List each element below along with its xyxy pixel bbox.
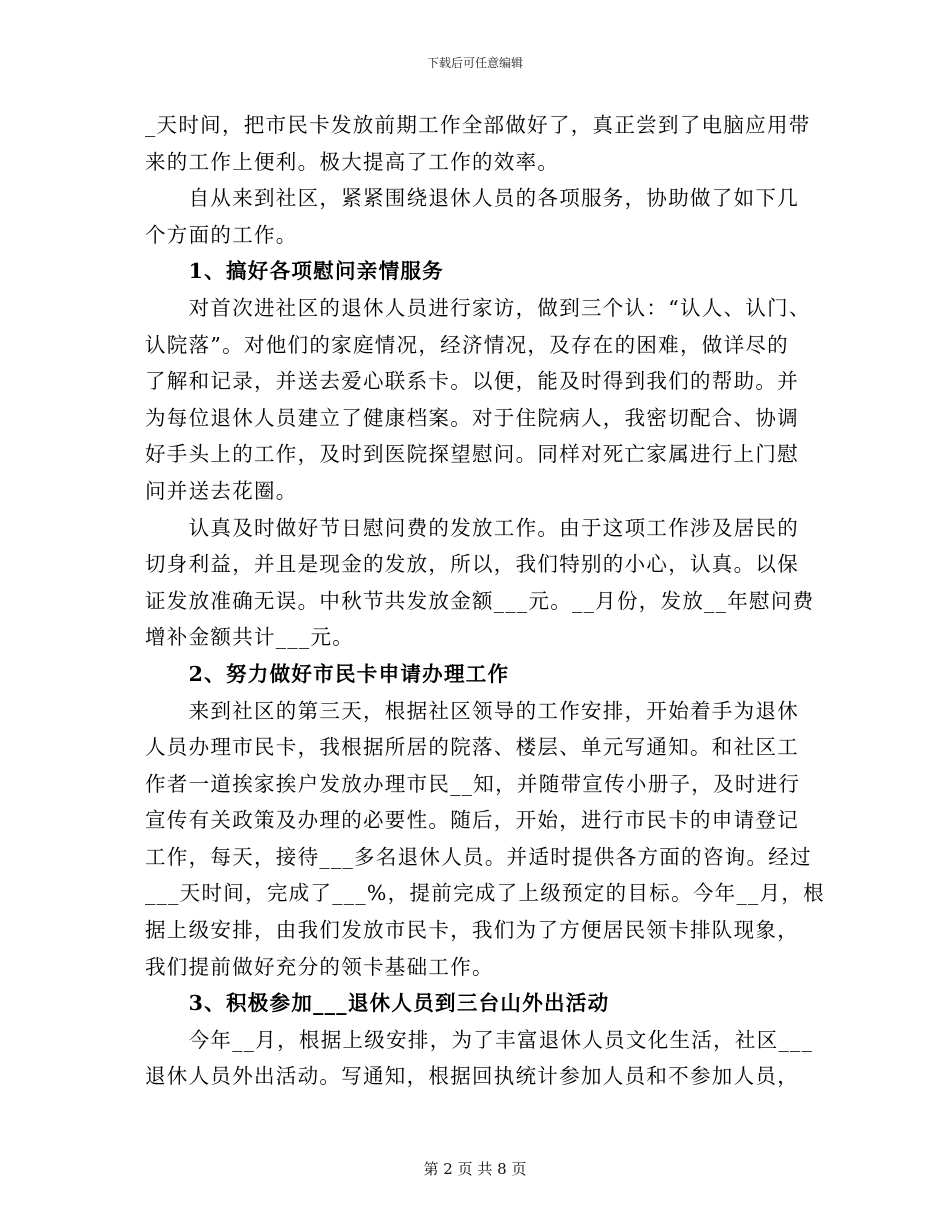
text-line: 问并送去花圈。 <box>145 478 298 503</box>
section-heading-3: 3、积极参加___退休人员到三台山外出活动 <box>145 991 610 1016</box>
text-line: 证发放准确无误。中秋节共发放金额___元。__月份，发放__年慰问费 <box>145 588 815 613</box>
page-header: 下载后可任意编辑 <box>426 56 523 70</box>
text-line: 据上级安排，由我们发放市民卡，我们为了方便居民领卡排队现象， <box>145 918 799 943</box>
section-heading-2: 2、努力做好市民卡申请办理工作 <box>145 661 510 686</box>
text-line: 了解和记录，并送去爱心联系卡。以便，能及时得到我们的帮助。并 <box>145 369 799 394</box>
section-heading-1: 1、搞好各项慰问亲情服务 <box>145 259 444 284</box>
document-body <box>145 107 825 1095</box>
paragraph-line: 认真及时做好节日慰问费的发放工作。由于这项工作涉及居民的 <box>145 515 799 540</box>
paragraph-line: 来到社区的第三天，根据社区领导的工作安排，开始着手为退休 <box>145 698 799 723</box>
text-line: 来的工作上便利。极大提高了工作的效率。 <box>145 149 560 174</box>
text-line: 为每位退休人员建立了健康档案。对于住院病人，我密切配合、协调 <box>145 405 799 430</box>
text-line: 个方面的工作。 <box>145 222 298 247</box>
text-line: 作者一道挨家挨户发放办理市民__知，并随带宣传小册子，及时进行 <box>145 771 801 796</box>
text-line: _天时间，把市民卡发放前期工作全部做好了，真正尝到了电脑应用带 <box>145 113 811 137</box>
paragraph-line: 对首次进社区的退休人员进行家访，做到三个认：“认人、认门、 <box>145 295 811 320</box>
text-line: 好手头上的工作，及时到医院探望慰问。同样对死亡家属进行上门慰 <box>145 442 799 467</box>
text-line: 切身利益，并且是现金的发放，所以，我们特别的小心，认真。以保 <box>145 552 799 577</box>
text-line: 增补金额共计___元。 <box>145 625 355 650</box>
text-line: 宣传有关政策及办理的必要性。随后，开始，进行市民卡的申请登记 <box>145 808 799 833</box>
page-footer: 第 2 页 共 8 页 <box>423 1160 527 1178</box>
paragraph-line: 自从来到社区，紧紧围绕退休人员的各项服务，协助做了如下几 <box>145 186 799 211</box>
text-line: 我们提前做好充分的领卡基础工作。 <box>145 954 494 979</box>
text-line: ___天时间，完成了___%，提前完成了上级预定的目标。今年__月，根 <box>145 881 825 906</box>
text-line: 人员办理市民卡，我根据所居的院落、楼层、单元写通知。和社区工 <box>145 735 799 760</box>
paragraph-line: 今年__月，根据上级安排，为了丰富退休人员文化生活，社区___ <box>145 1027 814 1052</box>
text-line: 退休人员外出活动。写通知，根据回执统计参加人员和不参加人员， <box>145 1064 799 1089</box>
text-line: 工作，每天，接待___多名退休人员。并适时提供各方面的咨询。经过 <box>145 844 812 869</box>
text-line: 认院落”。对他们的家庭情况，经济情况，及存在的困难，做详尽的 <box>145 332 789 357</box>
